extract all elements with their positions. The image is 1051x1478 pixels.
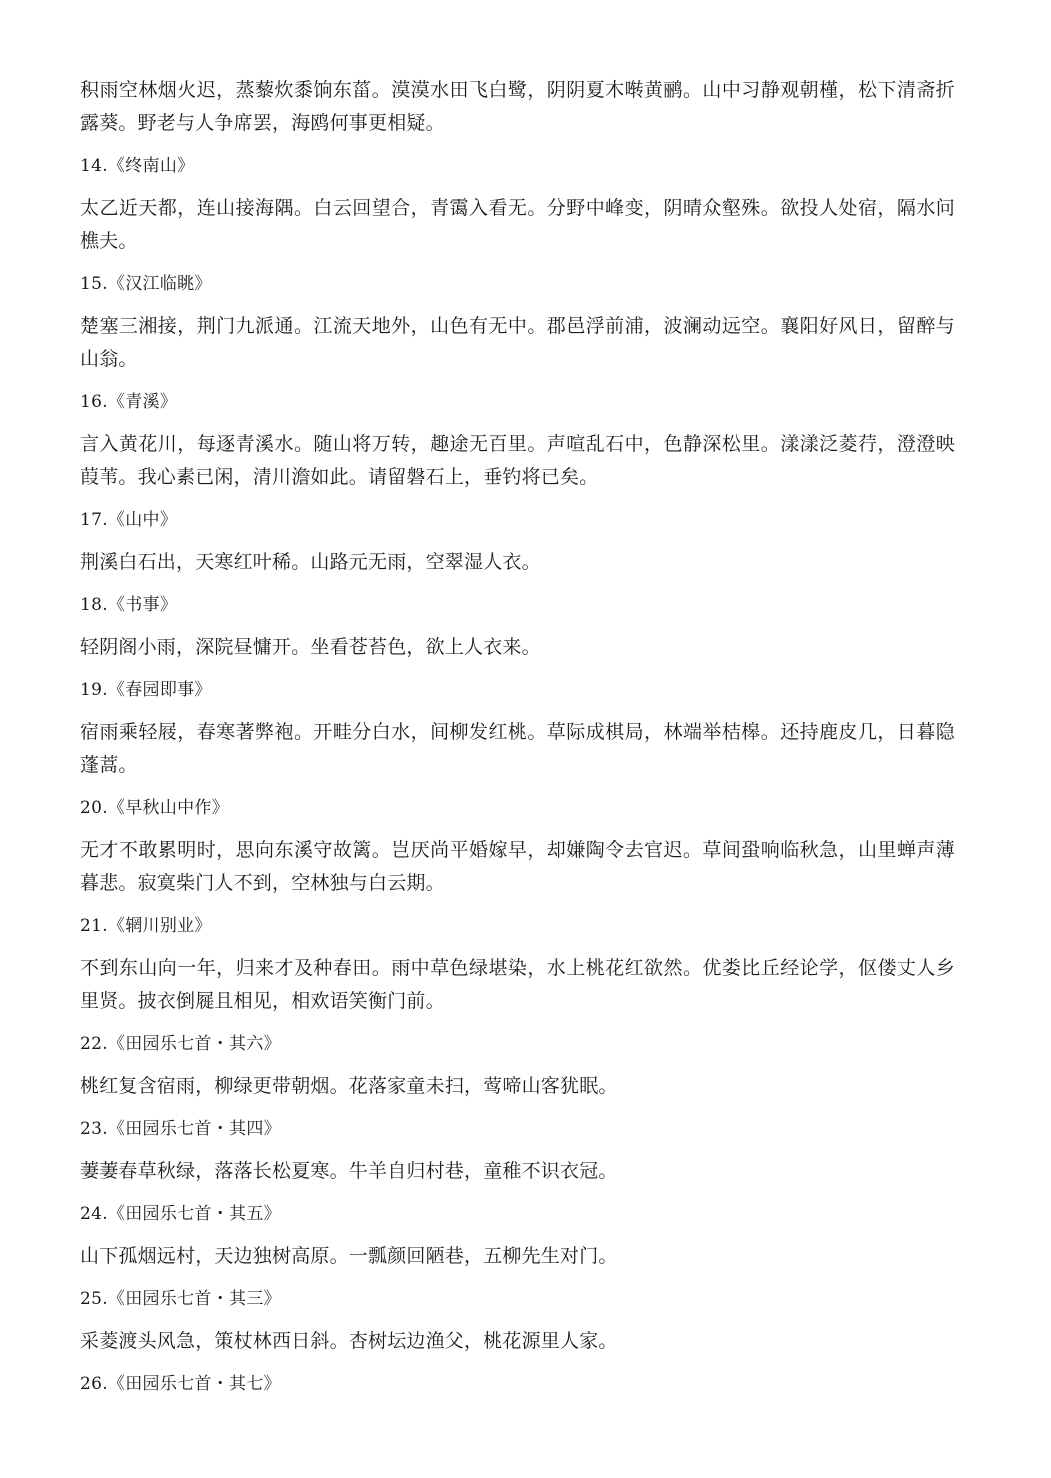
poem-text: 太乙近天都，连山接海隅。白云回望合，青霭入看无。分野中峰变，阴晴众壑殊。欲投人处宿，隔水问樵夫。 — [80, 197, 955, 252]
poem-text: 山下孤烟远村，天边独树高原。一瓢颜回陋巷，五柳先生对门。 — [80, 1245, 618, 1267]
poem-14 — [80, 152, 955, 258]
poem-title: 26.《田园乐七首・其七》 — [80, 1374, 281, 1394]
poem-text: 楚塞三湘接，荆门九派通。江流天地外，山色有无中。郡邑浮前浦，波澜动远空。襄阳好风日，留醉与山翁。 — [80, 315, 955, 370]
poem-26 — [80, 1370, 955, 1398]
poem-text: 言入黄花川，每逐青溪水。随山将万转，趣途无百里。声喧乱石中，色静深松里。漾漾泛菱荇，澄澄映葭苇。我心素已闲，清川澹如此。请留磐石上，垂钓将已矣。 — [80, 433, 955, 488]
poem-18 — [80, 591, 955, 664]
poem-22 — [80, 1030, 955, 1103]
poem-text: 桃红复含宿雨，柳绿更带朝烟。花落家童未扫，莺啼山客犹眠。 — [80, 1075, 618, 1097]
poem-title: 16.《青溪》 — [80, 392, 178, 412]
poem-23 — [80, 1115, 955, 1188]
poem-title: 22.《田园乐七首・其六》 — [80, 1034, 281, 1054]
poem-20 — [80, 794, 955, 900]
poem-13-continuation — [80, 74, 955, 140]
poem-21 — [80, 912, 955, 1018]
poem-25 — [80, 1285, 955, 1358]
poem-16 — [80, 388, 955, 494]
poem-title: 18.《书事》 — [80, 595, 178, 615]
poem-title: 19.《春园即事》 — [80, 680, 212, 700]
poem-title: 20.《早秋山中作》 — [80, 798, 230, 818]
poem-title: 24.《田园乐七首・其五》 — [80, 1204, 281, 1224]
poem-title: 21.《辋川别业》 — [80, 916, 212, 936]
poem-title: 23.《田园乐七首・其四》 — [80, 1119, 281, 1139]
poem-title: 15.《汉江临眺》 — [80, 274, 212, 294]
poem-title: 25.《田园乐七首・其三》 — [80, 1289, 281, 1309]
poem-title: 17.《山中》 — [80, 510, 178, 530]
poem-text: 轻阴阁小雨，深院昼慵开。坐看苍苔色，欲上人衣来。 — [80, 636, 541, 658]
poem-text: 采菱渡头风急，策杖林西日斜。杏树坛边渔父，桃花源里人家。 — [80, 1330, 618, 1352]
poem-text: 荆溪白石出，天寒红叶稀。山路元无雨，空翠湿人衣。 — [80, 551, 541, 573]
poem-text: 宿雨乘轻屐，春寒著弊袍。开畦分白水，间柳发红桃。草际成棋局，林端举桔槔。还持鹿皮几，日暮隐蓬蒿。 — [80, 721, 955, 776]
poem-text: 萋萋春草秋绿，落落长松夏寒。牛羊自归村巷，童稚不识衣冠。 — [80, 1160, 618, 1182]
poem-title: 14.《终南山》 — [80, 156, 195, 176]
poem-19 — [80, 676, 955, 782]
poem-text: 无才不敢累明时，思向东溪守故篱。岂厌尚平婚嫁早，却嫌陶令去官迟。草间蛩响临秋急，山里蝉声薄暮悲。寂寞柴门人不到，空林独与白云期。 — [80, 839, 955, 894]
poem-15 — [80, 270, 955, 376]
poem-24 — [80, 1200, 955, 1273]
document-page — [80, 74, 955, 1410]
poem-17 — [80, 506, 955, 579]
poem-text: 积雨空林烟火迟，蒸藜炊黍饷东菑。漠漠水田飞白鹭，阴阴夏木啭黄鹂。山中习静观朝槿，松下清斋折露葵。野老与人争席罢，海鸥何事更相疑。 — [80, 79, 955, 134]
poem-text: 不到东山向一年，归来才及种春田。雨中草色绿堪染，水上桃花红欲然。优娄比丘经论学，伛偻丈人乡里贤。披衣倒屣且相见，相欢语笑衡门前。 — [80, 957, 955, 1012]
